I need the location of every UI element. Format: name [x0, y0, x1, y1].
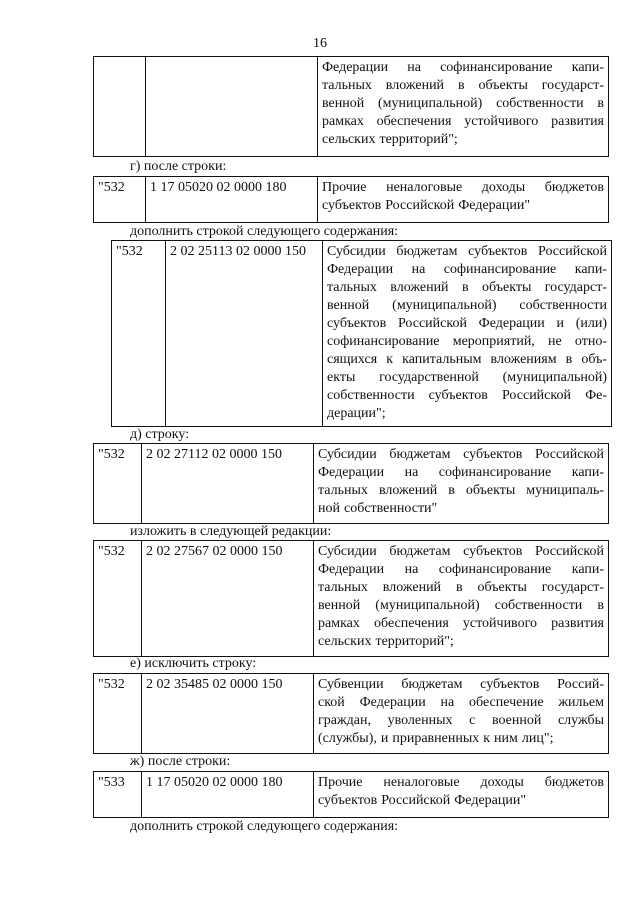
description-line: субъектов Российской Федерации и (или) [327, 316, 607, 331]
description-line: рамках обеспечения устойчивого развития [322, 114, 604, 129]
instruction-text: изложить в следующей редакции: [130, 524, 332, 539]
instruction-text: д) строку: [130, 427, 190, 442]
amendment-table [111, 240, 612, 427]
description-line: сящихся к капитальным вложениям в объ- [327, 352, 607, 367]
table-cell-number: "532 [94, 541, 142, 657]
description-line: венной (муниципальной) собственности в [322, 96, 604, 111]
table-cell-code: 2 02 27112 02 0000 150 [142, 444, 314, 524]
description-line: тальных вложений в объекты государст- [327, 280, 607, 295]
page-number: 16 [313, 36, 327, 51]
table-cell-number: "532 [94, 674, 142, 754]
table-cell-code [146, 57, 318, 157]
table-cell-code: 1 17 05020 02 0000 180 [146, 177, 318, 223]
table-cell-number: "532 [112, 241, 166, 427]
amendment-table [93, 673, 609, 754]
table-cell-number: "533 [94, 772, 142, 818]
description-line: рамках обеспечения устойчивого развития [318, 616, 604, 631]
table-cell-description [314, 772, 609, 818]
table-cell-number: "532 [94, 444, 142, 524]
description-line: субъектов Российской Федерации" [322, 198, 531, 213]
description-line: тальных вложений в объекты муниципаль- [318, 483, 604, 498]
description-line: Субсидии бюджетам субъектов Российской [318, 544, 604, 559]
instruction-text: ж) после строки: [130, 754, 231, 769]
description-line: сельских территорий"; [318, 634, 454, 649]
instruction-text: г) после строки: [130, 159, 227, 174]
table-cell-description [318, 177, 609, 223]
instruction-text: дополнить строкой следующего содержания: [130, 819, 399, 834]
description-line: ской Федерации на обеспечение жильем [318, 695, 604, 710]
description-line: Федерации на софинансирование капи- [327, 262, 607, 277]
description-line: екты государственной (муниципальной) [327, 370, 607, 385]
table-cell-number [94, 57, 146, 157]
description-line: венной (муниципальной) собственности [327, 298, 607, 313]
description-line: Субвенции бюджетам субъектов Россий- [318, 677, 604, 692]
description-line: Федерации на софинансирование капи- [318, 465, 604, 480]
table-cell-description [318, 57, 609, 157]
table-cell-code: 1 17 05020 02 0000 180 [142, 772, 314, 818]
table-cell-number: "532 [94, 177, 146, 223]
description-line: тальных вложений в объекты государст- [318, 580, 604, 595]
description-line: венной (муниципальной) собственности в [318, 598, 604, 613]
description-line: Субсидии бюджетам субъектов Российской [318, 447, 604, 462]
amendment-table [93, 771, 609, 818]
table-cell-description [314, 541, 609, 657]
table-cell-description [314, 674, 609, 754]
description-line: Прочие неналоговые доходы бюджетов [318, 775, 604, 790]
description-line: субъектов Российской Федерации" [318, 793, 527, 808]
instruction-text: дополнить строкой следующего содержания: [130, 224, 399, 239]
table-cell-code: 2 02 27567 02 0000 150 [142, 541, 314, 657]
table-cell-code: 2 02 25113 02 0000 150 [166, 241, 323, 427]
description-line: граждан, уволенных с военной службы [318, 713, 604, 728]
table-cell-description [314, 444, 609, 524]
amendment-table [93, 176, 609, 223]
amendment-table [93, 443, 609, 524]
description-line: Федерации на софинансирование капи- [318, 562, 604, 577]
table-cell-description [323, 241, 612, 427]
amendment-table [93, 540, 609, 657]
description-line: (службы), и приравненных к ним лиц"; [318, 731, 554, 746]
table-cell-code: 2 02 35485 02 0000 150 [142, 674, 314, 754]
description-line: Прочие неналоговые доходы бюджетов [322, 180, 604, 195]
description-line: Субсидии бюджетам субъектов Российской [327, 244, 607, 259]
description-line: дерации"; [327, 406, 386, 421]
amendment-table-continuation [93, 56, 609, 157]
description-line: собственности субъектов Российской Фе- [327, 388, 607, 403]
instruction-text: е) исключить строку: [130, 656, 257, 671]
description-line: софинансирование мероприятий, не отно- [327, 334, 607, 349]
description-line: тальных вложений в объекты государст- [322, 78, 604, 93]
description-line: Федерации на софинансирование капи- [322, 60, 604, 75]
description-line: ной собственности" [318, 501, 438, 516]
description-line: сельских территорий"; [322, 132, 458, 147]
